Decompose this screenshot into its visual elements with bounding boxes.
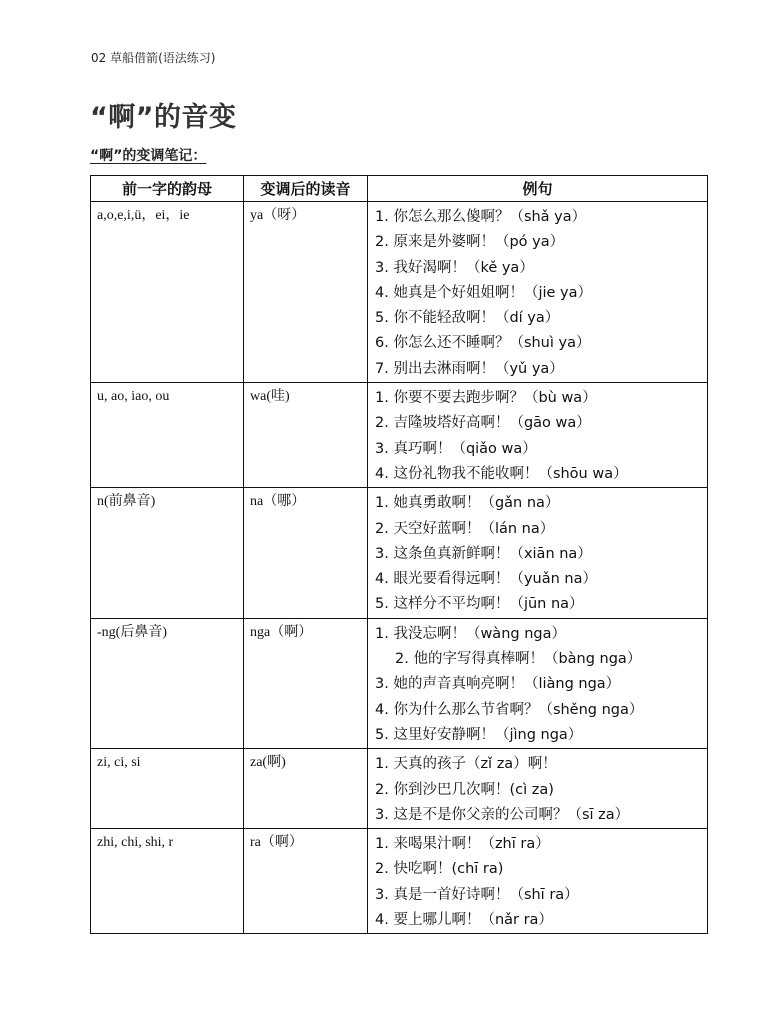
table-row	[91, 383, 708, 488]
preceding-final-cell: n(前鼻音)	[91, 488, 244, 618]
example-sentence: 1. 你怎么那么傻啊？（shǎ ya）	[375, 209, 587, 225]
preceding-final-cell: a,o,e,i,ü，ei，ie	[91, 202, 244, 383]
document-header: 02 草船借箭(语法练习)	[91, 51, 216, 65]
header-final: 前一字的韵母	[91, 176, 244, 202]
example-sentence: 1. 你要不要去跑步啊？（bù wa）	[375, 390, 597, 407]
example-sentence: 1. 天真的孩子（zǐ za）啊！	[375, 756, 557, 773]
example-sentence: 2. 天空好蓝啊！（lán na）	[375, 520, 555, 537]
examples-cell	[368, 383, 708, 488]
example-sentence: 4. 你为什么那么节省啊？（shěng nga）	[375, 701, 644, 718]
example-sentence: 2. 你到沙巴几次啊！(cì za)	[375, 781, 554, 798]
example-sentence: 3. 真巧啊！（qiǎo wa）	[375, 440, 537, 457]
example-sentence: 2. 原来是外婆啊！（pó ya）	[375, 234, 565, 251]
example-sentence: 1. 我没忘啊！（wàng nga）	[375, 625, 566, 642]
examples-cell	[368, 749, 708, 829]
table-row	[91, 749, 708, 829]
reading-cell: na（哪）	[244, 488, 368, 618]
example-sentence: 6. 你怎么还不睡啊？（shuì ya）	[375, 335, 591, 352]
reading-cell: ya（呀）	[244, 202, 368, 383]
example-sentence: 3. 这是不是你父亲的公司啊？（sī za）	[375, 806, 630, 823]
table-row	[91, 618, 708, 748]
reading-cell: nga（啊）	[244, 618, 368, 748]
example-sentence: 5. 这样分不平均啊！（jūn na）	[375, 596, 584, 613]
example-sentence: 3. 真是一首好诗啊！（shī ra）	[375, 886, 579, 903]
example-sentence: 4. 她真是个好姐姐啊！（jie ya）	[375, 284, 592, 301]
example-sentence: 3. 她的声音真响亮啊！（liàng nga）	[375, 676, 621, 693]
example-sentence: 3. 我好渴啊！（kě ya）	[375, 259, 534, 276]
reading-cell: wa(哇)	[244, 383, 368, 488]
preceding-final-cell: zhi, chi, shi, r	[91, 829, 244, 934]
table-row	[91, 829, 708, 934]
preceding-final-cell: -ng(后鼻音)	[91, 618, 244, 748]
section-subtitle: “啊”的变调笔记：	[90, 148, 207, 164]
preceding-final-cell: zi, ci, si	[91, 749, 244, 829]
examples-cell	[368, 618, 708, 748]
example-sentence: 5. 这里好安静啊！（jìng nga）	[375, 726, 583, 743]
reading-cell: za(啊)	[244, 749, 368, 829]
example-sentence: 2. 快吃啊！(chī ra)	[375, 861, 504, 878]
preceding-final-cell: u, ao, iao, ou	[91, 383, 244, 488]
example-sentence: 4. 这份礼物我不能收啊！（shōu wa）	[375, 465, 628, 482]
examples-cell	[368, 829, 708, 934]
example-sentence: 3. 这条鱼真新鲜啊！（xiān na）	[375, 545, 592, 562]
table-header-row	[91, 176, 708, 202]
example-sentence: 7. 别出去淋雨啊！（yǔ ya）	[375, 360, 564, 377]
examples-cell	[368, 488, 708, 618]
header-examples: 例句	[368, 176, 708, 202]
example-sentence: 4. 要上哪儿啊！（nǎr ra）	[375, 912, 553, 929]
page-title: “啊”的音变	[90, 102, 237, 133]
tone-change-table	[90, 175, 708, 934]
table-row	[91, 202, 708, 383]
example-sentence: 2. 他的字写得真棒啊！（bàng nga）	[395, 651, 642, 668]
example-sentence: 2. 吉隆坡塔好高啊！（gāo wa）	[375, 415, 591, 432]
header-reading: 变调后的读音	[244, 176, 368, 202]
table-row	[91, 488, 708, 618]
reading-cell: ra（啊）	[244, 829, 368, 934]
example-sentence: 1. 来喝果汁啊！（zhī ra）	[375, 836, 550, 853]
example-sentence: 1. 她真勇敢啊！（gǎn na）	[375, 495, 560, 512]
example-sentence: 5. 你不能轻敌啊！（dí ya）	[375, 310, 560, 327]
examples-cell	[368, 202, 708, 383]
example-sentence: 4. 眼光要看得远啊！（yuǎn na）	[375, 571, 597, 588]
